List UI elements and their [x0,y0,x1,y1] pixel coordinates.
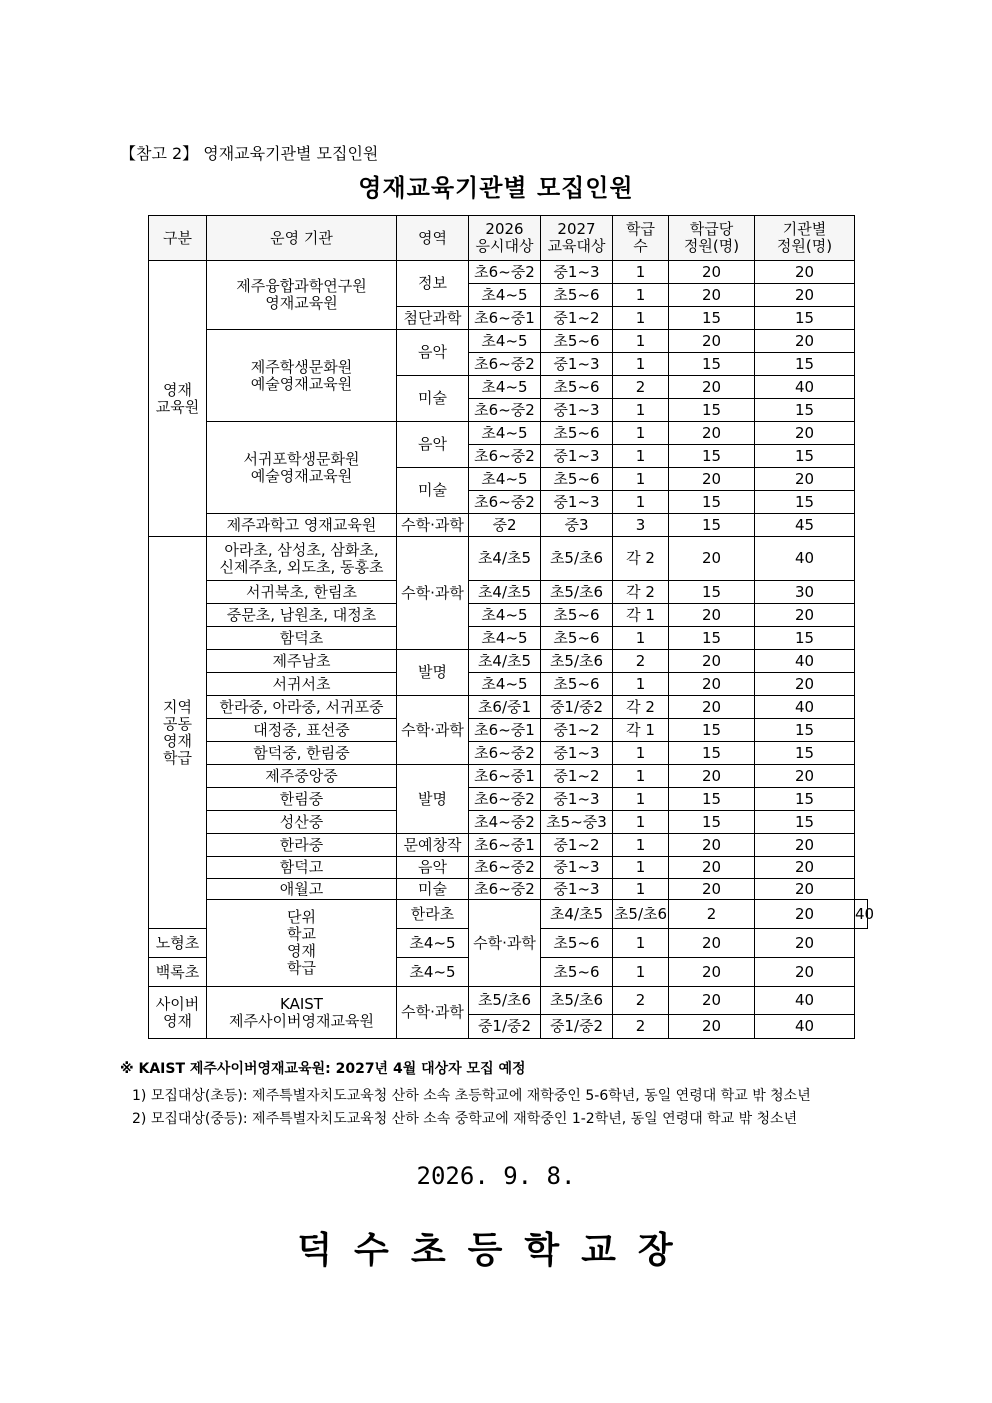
table-cell: 초6~중2 [469,788,541,811]
table-cell: 중1~3 [541,879,613,900]
table-cell: 15 [755,719,855,742]
table-cell: 15 [669,514,755,537]
table-cell: 40 [755,696,855,719]
table-cell: 초5~6 [541,284,613,307]
table-cell: 중1~2 [541,719,613,742]
table-cell: 초5~6 [541,330,613,353]
table-cell: 초6~중2 [469,399,541,422]
table-cell: 초4~5 [397,958,469,987]
institution-cell: 노형초 [149,929,207,958]
table-cell: 초4/초5 [541,900,613,929]
table-cell: 초5/초6 [469,987,541,1015]
table-row [149,742,868,765]
field-cell: 첨단과학 [397,307,469,330]
table-row [149,627,868,650]
table-cell: 초6/중1 [469,696,541,719]
table-cell: 20 [669,604,755,627]
table-cell: 15 [669,307,755,330]
table-cell: 중1~3 [541,353,613,376]
table-row [149,604,868,627]
table-cell: 초4~5 [469,422,541,445]
table-row [149,537,868,581]
institution-cell: 한라중 [207,834,397,857]
header-target-2027: 2027 교육대상 [541,216,613,261]
institution-cell: 한라초 [397,900,469,929]
header-institution: 운영 기관 [207,216,397,261]
table-cell: 초6~중2 [469,857,541,879]
table-cell: 중1/중2 [541,1015,613,1039]
table-cell: 초6~중2 [469,879,541,900]
table-row [149,765,868,788]
table-cell: 중1~2 [541,307,613,330]
table-cell: 1 [613,958,669,987]
table-cell: 20 [669,468,755,491]
header-category: 구분 [149,216,207,261]
table-cell: 2 [613,650,669,673]
institution-cell: 제주과학고 영재교육원 [207,514,397,537]
table-cell: 15 [755,353,855,376]
table-cell: 초4~5 [469,376,541,399]
field-cell: 수학·과학 [397,514,469,537]
table-cell: 초4~중2 [469,811,541,834]
table-cell: 중2 [469,514,541,537]
table-cell: 15 [669,627,755,650]
table-cell: 20 [755,604,855,627]
table-cell: 20 [755,468,855,491]
table-cell: 1 [613,929,669,958]
table-cell: 1 [613,284,669,307]
table-cell: 20 [755,330,855,353]
table-cell: 20 [755,929,855,958]
table-cell: 1 [613,307,669,330]
table-cell: 각 2 [613,581,669,604]
table-cell: 초4~5 [397,929,469,958]
group-cyber: 사이버 영재 [149,987,207,1039]
table-cell: 초6~중2 [469,445,541,468]
table-cell: 1 [613,765,669,788]
document-date: 2026. 9. 8. [416,1162,576,1190]
table-cell: 1 [613,834,669,857]
table-cell: 20 [755,958,855,987]
table-cell: 15 [755,627,855,650]
field-cell: 문예창작 [397,834,469,857]
table-cell: 20 [669,929,755,958]
table-cell: 20 [755,673,855,696]
field-cell: 미술 [397,468,469,514]
table-cell: 20 [669,765,755,788]
table-row [149,514,868,537]
table-cell: 초5~6 [541,468,613,491]
field-cell: 음악 [397,330,469,376]
table-row [149,581,868,604]
table-cell: 초6~중2 [469,353,541,376]
table-cell: 2 [669,900,755,929]
table-row [149,788,868,811]
field-cell: 수학·과학 [397,987,469,1039]
table-cell: 20 [755,834,855,857]
table-cell: 초6~중2 [469,261,541,284]
table-cell: 20 [669,857,755,879]
institution-cell: 서귀서초 [207,673,397,696]
field-cell: 수학·과학 [397,696,469,765]
table-cell: 20 [669,987,755,1015]
table-cell: 초5/초6 [541,537,613,581]
header-per-class: 학급당 정원(명) [669,216,755,261]
table-cell: 초5~6 [541,604,613,627]
institution-cell: 함덕고 [207,857,397,879]
field-cell: 발명 [397,765,469,834]
table-cell: 초5/초6 [541,650,613,673]
group-gifted-center: 영재 교육원 [149,261,207,537]
table-cell: 1 [613,353,669,376]
table-cell: 30 [755,581,855,604]
field-cell: 발명 [397,650,469,696]
institution-cell: 대정중, 표선중 [207,719,397,742]
table-row [149,422,868,445]
table-cell: 초4~5 [469,604,541,627]
table-cell: 20 [669,537,755,581]
table-cell: 20 [669,376,755,399]
table-cell: 초5/초6 [541,987,613,1015]
table-cell: 15 [755,307,855,330]
table-row [149,330,868,353]
table-cell: 15 [755,742,855,765]
table-cell: 초6~중1 [469,765,541,788]
table-cell: 15 [755,811,855,834]
table-cell: 40 [755,376,855,399]
table-cell: 초4~5 [469,468,541,491]
table-cell: 초4~5 [469,627,541,650]
institution-cell: KAIST 제주사이버영재교육원 [207,987,397,1039]
institution-cell: 함덕초 [207,627,397,650]
table-cell: 20 [755,765,855,788]
table-cell: 중1~3 [541,491,613,514]
table-cell: 중1~3 [541,261,613,284]
table-cell: 20 [755,879,855,900]
table-cell: 1 [613,811,669,834]
table-cell: 20 [669,261,755,284]
table-cell: 15 [669,719,755,742]
table-cell: 초4/초5 [469,537,541,581]
field-cell: 음악 [397,857,469,879]
field-cell: 미술 [397,376,469,422]
table-cell: 15 [669,445,755,468]
note-elementary: 1) 모집대상(초등): 제주특별자치도교육청 산하 소속 초등학교에 재학중인 5-6학년, 동일 연령대 학교 밖 청소년 [132,1088,811,1104]
table-cell: 20 [669,284,755,307]
table-cell: 각 2 [613,696,669,719]
header-classes: 학급 수 [613,216,669,261]
table-cell: 20 [755,422,855,445]
table-row [149,719,868,742]
table-cell: 중1~2 [541,765,613,788]
table-cell: 초4/초5 [469,581,541,604]
table-cell: 20 [755,284,855,307]
table-cell: 2 [613,1015,669,1039]
table-cell: 초4/초5 [469,650,541,673]
table-cell: 1 [613,399,669,422]
institution-cell: 한라중, 아라중, 서귀포중 [207,696,397,719]
table-cell: 20 [755,261,855,284]
table-cell: 15 [669,581,755,604]
table-cell: 15 [755,491,855,514]
table-cell: 중1~3 [541,445,613,468]
table-cell: 초5/초6 [613,900,669,929]
group-school-class: 단위 학교 영재 학급 [207,900,397,987]
table-row [149,900,868,929]
field-cell: 수학·과학 [397,537,469,650]
table-cell: 중1~3 [541,399,613,422]
field-cell: 미술 [397,879,469,900]
table-row [149,879,868,900]
table-cell: 40 [855,900,868,929]
table-cell: 중1~3 [541,788,613,811]
table-cell: 20 [669,834,755,857]
table-cell: 1 [613,261,669,284]
table-row [149,987,868,1015]
table-cell: 1 [613,330,669,353]
note-middle: 2) 모집대상(중등): 제주특별자치도교육청 산하 소속 중학교에 재학중인 1-2학년, 동일 연령대 학교 밖 청소년 [132,1111,798,1127]
field-cell: 정보 [397,261,469,307]
table-header [149,216,868,261]
table-cell: 1 [613,445,669,468]
table-cell: 15 [755,399,855,422]
group-regional-class: 지역 공동 영재 학급 [149,537,207,929]
table-cell: 20 [669,330,755,353]
institution-cell: 애월고 [207,879,397,900]
table-cell: 중1/중2 [541,696,613,719]
table-row [149,696,868,719]
table-cell: 15 [669,399,755,422]
table-cell: 3 [613,514,669,537]
institution-cell: 함덕중, 한림중 [207,742,397,765]
table-row [149,650,868,673]
table-row [149,673,868,696]
principal-signature: 덕수초등학교장 [297,1230,695,1271]
table-cell: 40 [755,987,855,1015]
table-cell: 40 [755,650,855,673]
table-cell: 초4~5 [469,330,541,353]
table-cell: 초5~6 [541,958,613,987]
table-cell: 초5~6 [541,376,613,399]
table-cell: 초5~6 [541,422,613,445]
field-cell: 수학·과학 [469,900,541,987]
table-cell: 초5~6 [541,673,613,696]
institution-cell: 성산중 [207,811,397,834]
table-cell: 15 [669,788,755,811]
table-cell: 초6~중1 [469,834,541,857]
table-cell: 15 [669,491,755,514]
table-cell: 1 [613,857,669,879]
table-cell: 각 1 [613,604,669,627]
institution-cell: 제주중앙중 [207,765,397,788]
field-cell: 음악 [397,422,469,468]
institution-cell: 서귀포학생문화원 예술영재교육원 [207,422,397,514]
table-cell: 1 [613,879,669,900]
table-cell: 중3 [541,514,613,537]
table-cell: 초5~6 [541,627,613,650]
table-cell: 20 [669,422,755,445]
document-title: 영재교육기관별 모집인원 [358,174,634,202]
institution-cell: 제주융합과학연구원 영재교육원 [207,261,397,330]
note-heading: ※ KAIST 제주사이버영재교육원: 2027년 4월 대상자 모집 예정 [120,1061,526,1077]
institution-cell: 제주남초 [207,650,397,673]
table-cell: 1 [613,627,669,650]
table-cell: 20 [669,650,755,673]
table-cell: 15 [669,353,755,376]
table-cell: 1 [613,788,669,811]
table-cell: 15 [755,445,855,468]
table-cell: 중1~3 [541,857,613,879]
table-cell: 20 [669,1015,755,1039]
table-cell: 초6~중2 [469,491,541,514]
institution-cell: 백록초 [149,958,207,987]
table-cell: 2 [613,376,669,399]
table-cell: 초6~중1 [469,719,541,742]
header-total: 기관별 정원(명) [755,216,855,261]
table-cell: 초6~중1 [469,307,541,330]
header-target-2026: 2026 응시대상 [469,216,541,261]
table-cell: 초4~5 [469,284,541,307]
institution-cell: 아라초, 삼성초, 삼화초, 신제주초, 외도초, 동홍초 [207,537,397,581]
table-cell: 1 [613,422,669,445]
institution-cell: 서귀북초, 한림초 [207,581,397,604]
table-cell: 20 [669,696,755,719]
table-cell: 중1~3 [541,742,613,765]
table-row [149,834,868,857]
table-cell: 초6~중2 [469,742,541,765]
table-cell: 초4~5 [469,673,541,696]
table-cell: 45 [755,514,855,537]
table-cell: 20 [669,673,755,696]
table-cell: 2 [613,987,669,1015]
table-cell: 20 [669,879,755,900]
table-cell: 1 [613,491,669,514]
table-cell: 1 [613,468,669,491]
table-cell: 초5/초6 [541,581,613,604]
institution-cell: 한림중 [207,788,397,811]
table-cell: 20 [755,857,855,879]
table-cell: 15 [669,742,755,765]
table-cell: 각 2 [613,537,669,581]
table-cell: 1 [613,673,669,696]
institution-cell: 중문초, 남원초, 대정초 [207,604,397,627]
table-cell: 20 [755,900,855,929]
table-cell: 40 [755,1015,855,1039]
table-cell: 1 [613,742,669,765]
institution-cell: 제주학생문화원 예술영재교육원 [207,330,397,422]
recruitment-table [148,215,875,1039]
table-cell: 중1~2 [541,834,613,857]
table-cell: 20 [669,958,755,987]
header-field: 영역 [397,216,469,261]
table-cell: 40 [755,537,855,581]
table-cell: 15 [755,788,855,811]
table-cell: 15 [669,811,755,834]
table-cell: 초5~6 [541,929,613,958]
reference-label: 【참고 2】 영재교육기관별 모집인원 [120,144,379,163]
table-row [149,261,868,284]
table-row [149,811,868,834]
table-cell: 중1/중2 [469,1015,541,1039]
table-cell: 각 1 [613,719,669,742]
table-cell: 초5~중3 [541,811,613,834]
table-row [149,857,868,879]
